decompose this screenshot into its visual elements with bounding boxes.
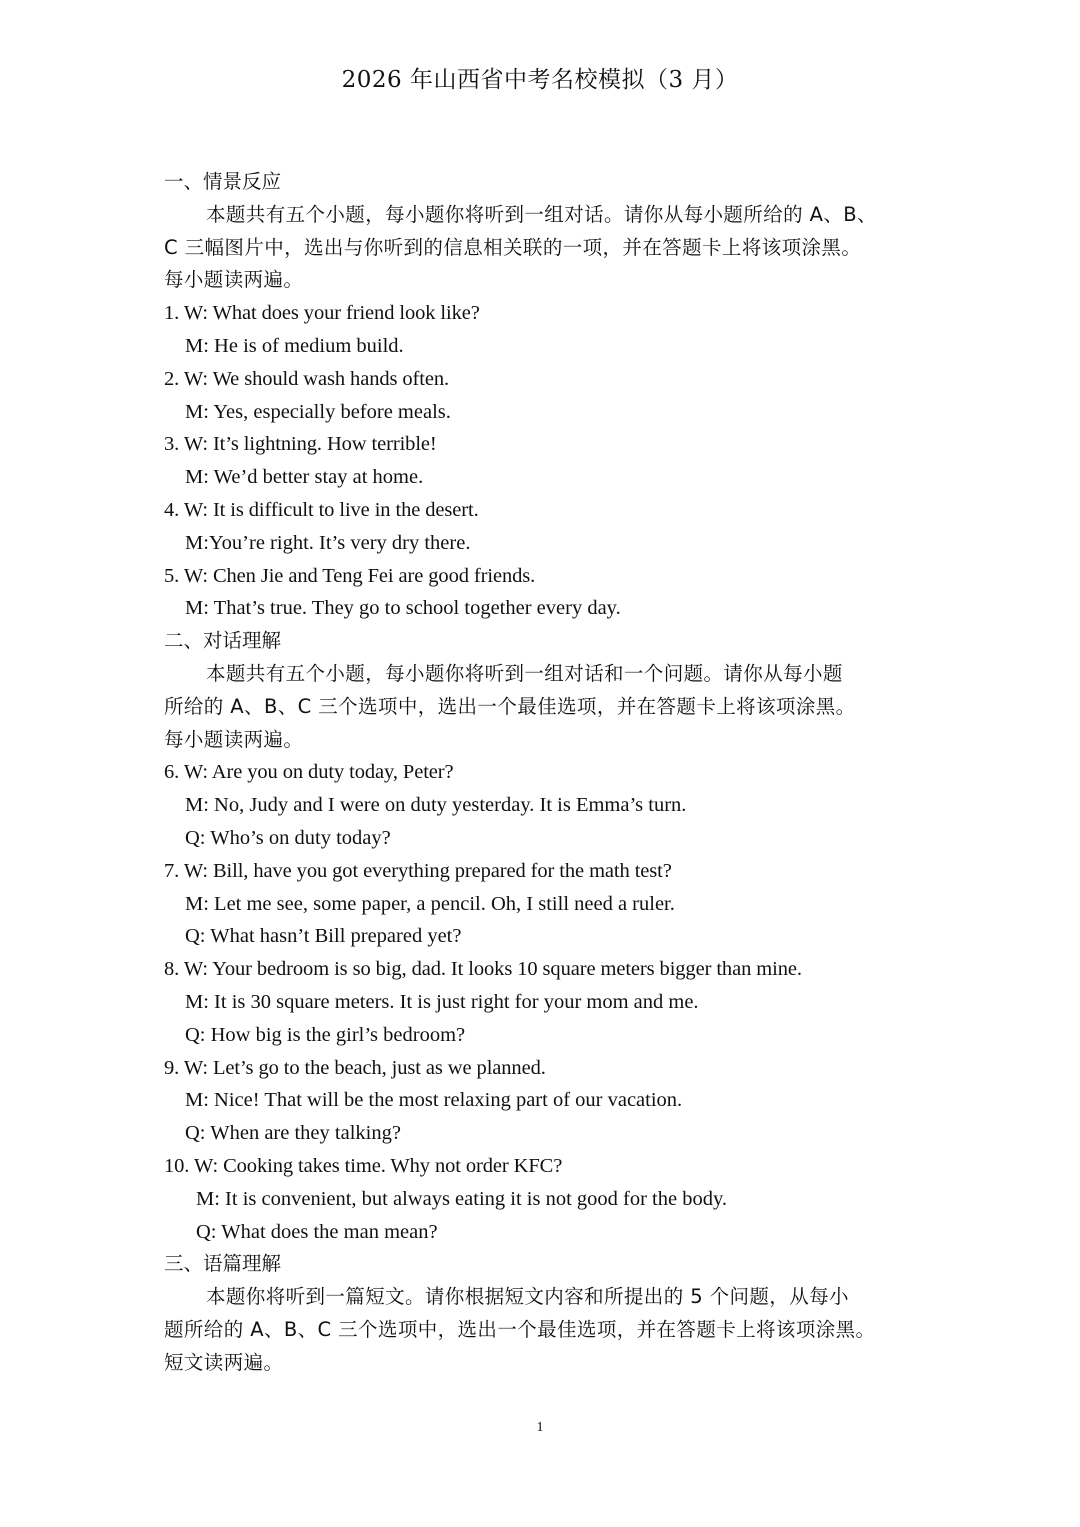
dialogue-line: 8. W: Your bedroom is so big, dad. It looks 10 square meters bigger than mine. <box>164 958 802 981</box>
section-heading-2: 二、对话理解 <box>164 629 282 653</box>
page-title: 2026 年山西省中考名校模拟（3 月） <box>341 67 739 93</box>
dialogue-line: M: Nice! That will be the most relaxing part of our vacation. <box>185 1089 683 1112</box>
question-line: Q: What does the man mean? <box>196 1220 438 1243</box>
dialogue-line: M: That’s true. They go to school together every day. <box>185 597 621 620</box>
dialogue-line: 6. W: Are you on duty today, Peter? <box>164 761 454 784</box>
section-3-instruction: 题所给的 A、B、C 三个选项中，选出一个最佳选项，并在答题卡上将该项涂黑。 <box>164 1317 876 1341</box>
page-number: 1 <box>536 1420 544 1435</box>
section-2-instruction: 本题共有五个小题，每小题你将听到一组对话和一个问题。请你从每小题 <box>206 661 843 685</box>
section-1-instruction: 每小题读两遍。 <box>164 268 304 292</box>
section-3-instruction: 本题你将听到一篇短文。请你根据短文内容和所提出的 5 个问题，从每小 <box>206 1285 849 1309</box>
dialogue-line: M: We’d better stay at home. <box>185 466 424 489</box>
question-line: Q: What hasn’t Bill prepared yet? <box>185 925 462 948</box>
dialogue-line: 1. W: What does your friend look like? <box>164 302 480 325</box>
question-line: Q: Who’s on duty today? <box>185 826 391 849</box>
dialogue-line: M:You’re right. It’s very dry there. <box>185 531 471 554</box>
dialogue-line: M: It is 30 square meters. It is just right for your mom and me. <box>185 990 699 1013</box>
section-heading-3: 三、语篇理解 <box>164 1252 282 1276</box>
section-3-instruction: 短文读两遍。 <box>164 1350 284 1374</box>
section-2-instruction: 所给的 A、B、C 三个选项中，选出一个最佳选项，并在答题卡上将该项涂黑。 <box>164 694 856 718</box>
dialogue-line: 2. W: We should wash hands often. <box>164 367 450 390</box>
dialogue-line: M: He is of medium build. <box>185 334 404 357</box>
dialogue-line: 10. W: Cooking takes time. Why not order KFC? <box>164 1154 563 1177</box>
dialogue-line: M: It is convenient, but always eating it is not good for the body. <box>196 1187 728 1210</box>
dialogue-line: 9. W: Let’s go to the beach, just as we planned. <box>164 1056 546 1079</box>
dialogue-line: M: No, Judy and I were on duty yesterday. It is Emma’s turn. <box>185 794 687 817</box>
dialogue-line: M: Let me see, some paper, a pencil. Oh, I still need a ruler. <box>185 892 675 915</box>
dialogue-line: 5. W: Chen Jie and Teng Fei are good friends. <box>164 564 536 587</box>
dialogue-line: 4. W: It is difficult to live in the desert. <box>164 498 479 521</box>
document-body <box>164 166 924 1379</box>
section-2-instruction: 每小题读两遍。 <box>164 727 304 751</box>
question-line: Q: How big is the girl’s bedroom? <box>185 1023 466 1046</box>
dialogue-line: 7. W: Bill, have you got everything prepared for the math test? <box>164 859 672 882</box>
section-heading-1: 一、情景反应 <box>164 170 282 193</box>
section-1-instruction: 本题共有五个小题，每小题你将听到一组对话。请你从每小题所给的 A、B、 <box>206 202 877 226</box>
section-1-instruction: C 三幅图片中，选出与你听到的信息相关联的一项，并在答题卡上将该项涂黑。 <box>164 235 862 259</box>
question-line: Q: When are they talking? <box>185 1122 401 1145</box>
dialogue-line: M: Yes, especially before meals. <box>185 400 451 423</box>
dialogue-line: 3. W: It’s lightning. How terrible! <box>164 433 437 456</box>
